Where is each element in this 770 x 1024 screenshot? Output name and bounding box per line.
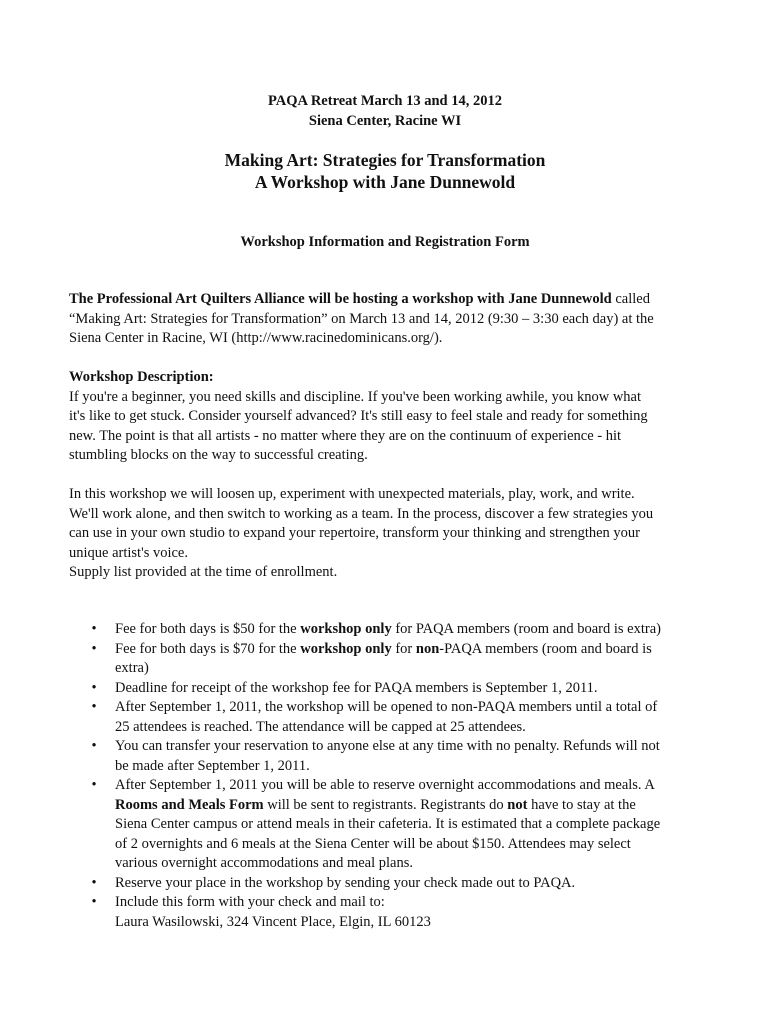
bullet-item-open-enrollment: • After September 1, 2011, the workshop will be opened to non-PAQA members until a total of 25 attendees is reached. The attendance will be capped at 25 attendees. [88, 698, 698, 737]
intro-line-3: Siena Center in Racine, WI (http://www.racinedominicans.org/). [69, 330, 443, 346]
header-location-line: Siena Center, Racine WI [308, 113, 462, 129]
bullet-item-reserve-place: • Reserve your place in the workshop by sending your check made out to PAQA. [88, 874, 698, 894]
mailing-address: Laura Wasilowski, 324 Vincent Place, Elgin, IL 60123 [115, 913, 431, 930]
bullet-dot-icon: • [91, 874, 97, 891]
bullet-item-deadline: • Deadline for receipt of the workshop fee for PAQA members is September 1, 2011. [88, 679, 698, 699]
workshop-line: can use in your own studio to expand your repertoire, transform your thinking and strengthen your [69, 525, 641, 541]
workshop-line: unique artist's voice. [69, 544, 188, 561]
description-heading: Workshop Description: [69, 369, 214, 385]
workshop-title-line1: Making Art: Strategies for Transformation [224, 150, 546, 170]
bullet-dot-icon: • [91, 699, 97, 715]
description-line: it's like to get stuck. Consider yourself advanced? It's still easy to feel stale and ready for something [69, 408, 648, 424]
bullet-dot-icon: • [91, 621, 97, 637]
bullet-item-transfer-policy: • You can transfer your reservation to anyone else at any time with no penalty. Refunds will not be made after September 1, 2011. [88, 737, 698, 776]
bullet-dot-icon: • [91, 640, 97, 657]
form-subtitle: Workshop Information and Registration Form [240, 234, 530, 250]
bullet-dot-icon: • [91, 894, 97, 910]
bullet-item-mailing-address: • Include this form with your check and mail to: Laura Wasilowski, 324 Vincent Place, Elgin, IL 60123 [88, 893, 698, 932]
workshop-line: We'll work alone, and then switch to working as a team. In the process, discover a few strategies you [69, 505, 654, 522]
description-line: If you're a beginner, you need skills and discipline. If you've been working awhile, you know what [69, 388, 642, 405]
bullet-dot-icon: • [91, 738, 97, 754]
details-bullet-list [88, 620, 698, 932]
intro-line-2: “Making Art: Strategies for Transformation” on March 13 and 14, 2012 (9:30 – 3:30 each day) at the [69, 310, 654, 327]
header-retreat-line: PAQA Retreat March 13 and 14, 2012 [268, 93, 502, 109]
intro-line-1 [69, 290, 689, 310]
bullet-dot-icon: • [91, 679, 97, 696]
bullet-item-member-fee: • Fee for both days is $50 for the workshop only for PAQA members (room and board is extra) [88, 620, 698, 640]
bullet-item-nonmember-fee: • Fee for both days is $70 for the workshop only for non-PAQA members (room and board is extra) [88, 640, 698, 679]
description-section [69, 368, 689, 466]
bullet-item-accommodations: • After September 1, 2011 you will be able to reserve overnight accommodations and meals. A Rooms and Meals Form will be sent to registrants. Registrants do not have to stay at the Siena Center campus or attend meals in their cafeteria. It is estimated that a complete package of 2 overnights and 6 meals at the Siena Center will be about $150. Attendees may select various overnight accommodations and meal plans. [88, 776, 698, 874]
intro-line1-rest: called [611, 291, 650, 307]
intro-bold-text: The Professional Art Quilters Alliance will be hosting a workshop with Jane Dunnewold [69, 291, 612, 307]
description-line: new. The point is that all artists - no matter where they are on the continuum of experience - hit [69, 427, 622, 444]
workshop-line: In this workshop we will loosen up, experiment with unexpected materials, play, work, and write. [69, 486, 635, 502]
intro-paragraph [69, 290, 689, 349]
workshop-title-line2: A Workshop with Jane Dunnewold [254, 172, 516, 192]
description-line: stumbling blocks on the way to successful creating. [69, 447, 368, 463]
bullet-dot-icon: • [91, 777, 97, 793]
workshop-paragraph [69, 485, 689, 583]
supply-list-line: Supply list provided at the time of enrollment. [69, 564, 338, 580]
